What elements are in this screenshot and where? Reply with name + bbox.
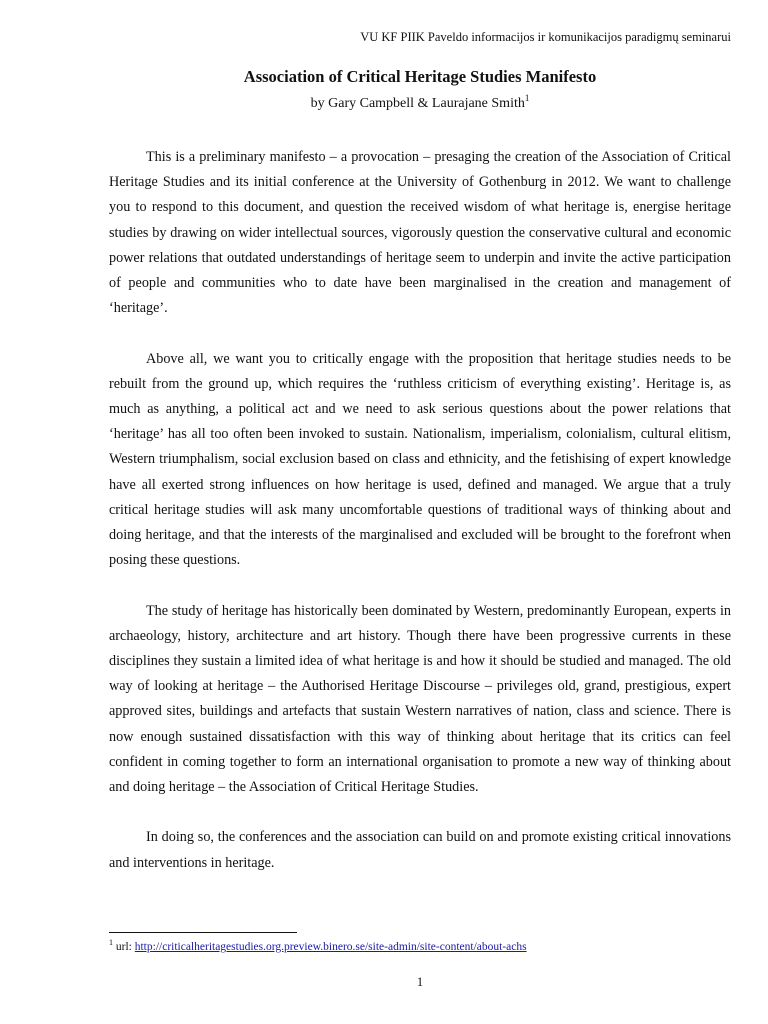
paragraph-4: In doing so, the conferences and the association can build on and promote existing critical innovations and interventions in heritage.	[109, 829, 731, 871]
byline-footnote-marker: 1	[524, 93, 530, 103]
footnote-prefix: url:	[113, 941, 135, 953]
document-title: Association of Critical Heritage Studies Manifesto	[243, 67, 597, 86]
running-header: VU KF PIIK Paveldo informacijos ir komunikacijos paradigmų seminarui	[360, 30, 731, 44]
byline-authors: by Gary Campbell & Laurajane Smith	[310, 96, 525, 111]
paragraph-3: The study of heritage has historically been dominated by Western, predominantly European, experts in archaeology, history, architecture and art history. Though there have been progressive currents in these disciplines they sustain a limited idea of what heritage is and how it should be studied and managed. The old way of looking at heritage – the Authorised Heritage Discourse – privileges old, grand, prestigious, expert approved sites, buildings and artefacts that sustain Western narratives of nation, class and science. There is now enough sustained dissatisfaction with this way of thinking about heritage that its critics can feel confident in coming together to form an international organisation to promote a new way of thinking about and doing heritage – the Association of Critical Heritage Studies.	[109, 602, 731, 796]
footnote	[109, 938, 527, 953]
byline	[0, 93, 768, 112]
footnote-marker: 1	[109, 938, 113, 947]
body-text	[109, 145, 731, 901]
footnote-link[interactable]: http://criticalheritagestudies.org.preview.binero.se/site-admin/site-content/about-achs	[134, 941, 527, 953]
paragraph-2: Above all, we want you to critically engage with the proposition that heritage studies needs to be rebuilt from the ground up, which requires the ‘ruthless criticism of everything existing’. Heritage is, as much as anything, a political act and we need to ask serious questions about the power relations that ‘heritage’ has all too often been invoked to sustain. Nationalism, imperialism, colonialism, cultural elitism, Western triumphalism, social exclusion based on class and ethnicity, and the fetishising of expert knowledge have all exerted strong influences on how heritage is used, defined and managed. We argue that a truly critical heritage studies will ask many uncomfortable questions of traditional ways of thinking about and doing heritage, and that the interests of the marginalised and excluded will be brought to the forefront when posing these questions.	[109, 350, 731, 569]
paragraph-1: This is a preliminary manifesto – a provocation – presaging the creation of the Association of Critical Heritage Studies and its initial conference at the University of Gothenburg in 2012. We want to challenge you to respond to this document, and question the received wisdom of what heritage is, energise heritage studies by drawing on wider intellectual sources, vigorously question the conservative cultural and economic power relations that outdated understandings of heritage seem to underpin and invite the active participation of people and communities who to date have been marginalised in the creation and management of ‘heritage’.	[109, 149, 731, 317]
page-number: 1	[416, 975, 424, 989]
footnote-separator	[109, 932, 297, 933]
